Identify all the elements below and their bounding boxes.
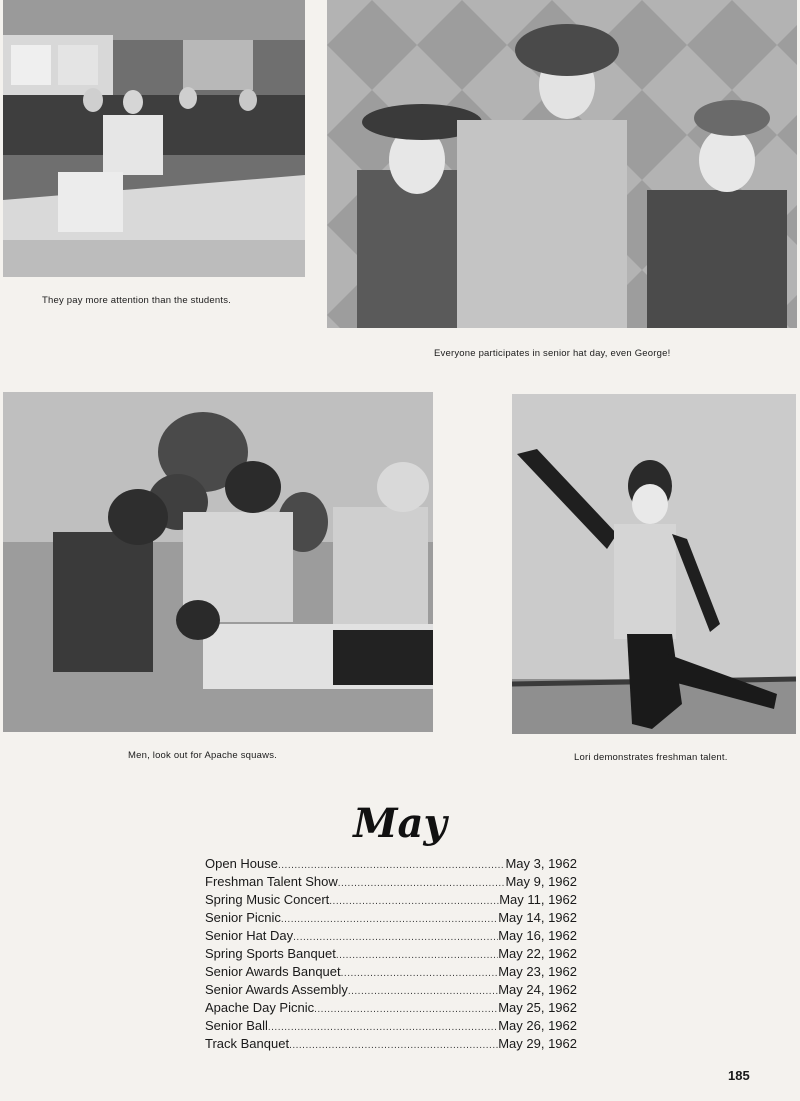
event-date: May 14, 1962 [498,910,577,925]
event-row [205,1035,577,1053]
caption-apache-squaws: Men, look out for Apache squaws. [128,750,277,761]
leader-dots [348,983,498,1001]
leader-dots [336,947,498,965]
event-name: Senior Hat Day [205,928,294,943]
event-calendar [205,855,577,1053]
page-number: 185 [728,1068,750,1083]
leader-dots [329,893,499,911]
photo-classroom-parents [3,0,305,277]
event-row [205,945,577,963]
caption-classroom: They pay more attention than the students. [42,295,232,306]
event-name: Track Banquet [205,1036,290,1051]
event-date: May 11, 1962 [499,892,577,907]
event-date: May 22, 1962 [498,946,577,961]
event-row [205,909,577,927]
caption-freshman-talent: Lori demonstrates freshman talent. [574,752,728,763]
leader-dots [281,911,498,929]
event-row [205,1017,577,1035]
event-name: Open House [205,856,278,871]
month-title: May [353,800,447,847]
event-name: Spring Sports Banquet [205,946,336,961]
photo-apache-squaws [3,392,433,732]
event-name: Senior Awards Assembly [205,982,348,997]
event-row [205,963,577,981]
photo-freshman-talent [512,394,796,734]
event-date: May 25, 1962 [498,1000,577,1015]
event-row [205,927,577,945]
event-date: May 23, 1962 [498,964,577,979]
leader-dots [314,1001,498,1019]
event-name: Senior Picnic [205,910,281,925]
caption-senior-hat-day: Everyone participates in senior hat day, even George! [434,348,671,359]
event-name: Spring Music Concert [205,892,330,907]
event-row [205,873,577,891]
leader-dots [268,1019,498,1037]
leader-dots [338,875,506,893]
event-row [205,999,577,1017]
event-date: May 29, 1962 [498,1036,577,1051]
event-date: May 26, 1962 [498,1018,577,1033]
event-date: May 24, 1962 [498,982,577,997]
event-date: May 3, 1962 [505,856,577,871]
leader-dots [289,1037,498,1055]
event-name: Senior Awards Banquet [205,964,341,979]
leader-dots [341,965,499,983]
event-name: Apache Day Picnic [205,1000,315,1015]
event-row [205,891,577,909]
event-name: Senior Ball [205,1018,268,1033]
photo-senior-hat-day [327,0,797,328]
event-date: May 16, 1962 [498,928,577,943]
event-row [205,981,577,999]
event-name: Freshman Talent Show [205,874,338,889]
event-date: May 9, 1962 [505,874,577,889]
event-row [205,855,577,873]
